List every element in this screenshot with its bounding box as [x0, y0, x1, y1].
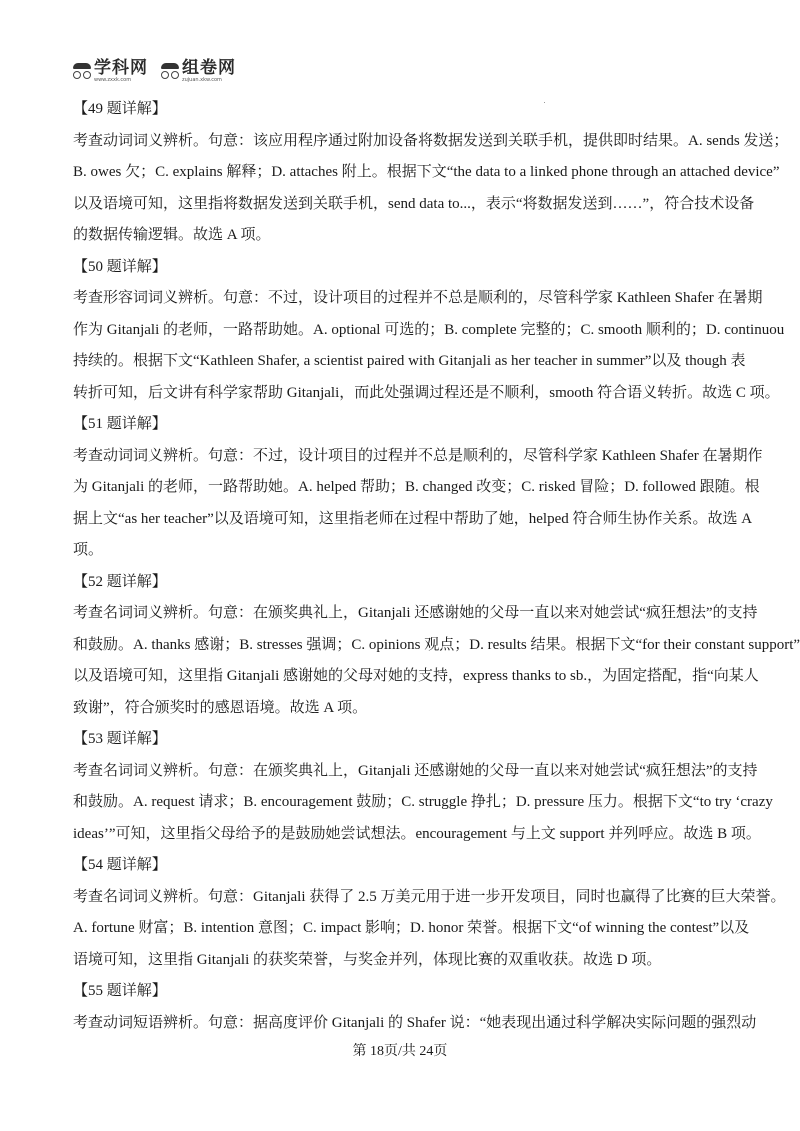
explanation-section — [73, 252, 785, 410]
paragraph-line: 考查名词词义辨析。句意：Gitanjali 获得了 2.5 万美元用于进一步开发项目，同时也赢得了比赛的巨大荣誉。 — [73, 888, 786, 905]
section-heading: 【55 题详解】 — [73, 983, 167, 999]
paragraph-line: 以及语境可知，这里指 Gitanjali 感谢她的父母对她的支持，express thanks to sb.，为固定搭配，指“向某人 — [73, 668, 759, 684]
paragraph-line: 考查名词词义辨析。句意：在颁奖典礼上，Gitanjali 还感谢她的父母一直以来对她尝试“疯狂想法”的支持 — [73, 605, 758, 621]
paragraph-line: 持续的。根据下文“Kathleen Shafer, a scientist paired with Gitanjali as her teacher in summer”以及 though 表 — [73, 353, 746, 369]
section-heading: 【50 题详解】 — [73, 258, 167, 275]
logo-zxxk — [72, 60, 148, 83]
logo-url: www.zxxk.com — [94, 77, 132, 83]
section-heading: 【53 题详解】 — [73, 731, 167, 747]
paragraph-line: 的数据传输逻辑。故选 A 项。 — [73, 227, 271, 243]
logo-name: 组卷网 — [182, 58, 236, 78]
explanation-section — [73, 976, 757, 1039]
paragraph-line: 以及语境可知，这里指将数据发送到关联手机，send data to...，表示“将数据发送到……”，符合技术设备 — [73, 195, 755, 212]
paragraph-line: B. owes 欠；C. explains 解释；D. attaches 附上。根据下文“the data to a linked phone through an attached device” — [73, 164, 780, 180]
owl-logo-icon — [72, 62, 92, 82]
paragraph-line: 项。 — [73, 542, 104, 558]
explanation-section — [73, 567, 800, 725]
header-logos — [72, 60, 236, 83]
paragraph-line: 据上文“as her teacher”以及语境可知，这里指老师在过程中帮助了她，helped 符合师生协作关系。故选 A — [73, 510, 753, 527]
explanation-section — [73, 850, 786, 976]
section-heading: 【51 题详解】 — [73, 416, 167, 432]
paragraph-line: 考查动词短语辨析。句意：据高度评价 Gitanjali 的 Shafer 说：“她表现出通过科学解决实际问题的强烈动 — [73, 1014, 757, 1031]
paragraph-line: A. fortune 财富；B. intention 意图；C. impact 影响；D. honor 荣誉。根据下文“of winning the contest”以及 — [73, 920, 750, 936]
section-heading: 【54 题详解】 — [73, 857, 167, 873]
logo-zujuan — [160, 60, 236, 83]
paragraph-line: 和鼓励。A. thanks 感谢；B. stresses 强调；C. opinions 观点；D. results 结果。根据下文“for their constant support” — [73, 636, 800, 653]
section-heading: 【49 题详解】 — [73, 101, 167, 117]
explanation-section — [73, 94, 789, 252]
logo-url: zujuan.xkw.com — [182, 77, 222, 83]
explanation-section — [73, 724, 773, 850]
paragraph-line: ideas’”可知，这里指父母给予的是鼓励她尝试想法。encouragement 与上文 support 并列呼应。故选 B 项。 — [73, 825, 761, 842]
document-body — [73, 94, 800, 1039]
paragraph-line: 考查动词词义辨析。句意：该应用程序通过附加设备将数据发送到关联手机，提供即时结果。A. sends 发送； — [73, 132, 789, 149]
owl-logo-icon — [160, 62, 180, 82]
paragraph-line: 语境可知，这里指 Gitanjali 的获奖荣誉，与奖金并列，体现比赛的双重收获。故选 D 项。 — [73, 951, 662, 968]
paragraph-line: 作为 Gitanjali 的老师，一路帮助她。A. optional 可选的；B. complete 完整的；C. smooth 顺利的；D. continuou — [73, 321, 785, 338]
paragraph-line: 考查动词词义辨析。句意：不过，设计项目的过程并不总是顺利的，尽管科学家 Kathleen Shafer 在暑期作 — [73, 447, 763, 464]
paragraph-line: 转折可知，后文讲有科学家帮助 Gitanjali，而此处强调过程还是不顺利，smooth 符合语义转折。故选 C 项。 — [73, 384, 780, 401]
page-number: 第 18页/共 24页 — [352, 1044, 448, 1059]
paragraph-line: 为 Gitanjali 的老师，一路帮助她。A. helped 帮助；B. changed 改变；C. risked 冒险；D. followed 跟随。根 — [73, 479, 760, 495]
section-heading: 【52 题详解】 — [73, 573, 167, 590]
paragraph-line: 考查形容词词义辨析。句意：不过，设计项目的过程并不总是顺利的，尽管科学家 Kathleen Shafer 在暑期 — [73, 290, 763, 306]
paragraph-line: 和鼓励。A. request 请求；B. encouragement 鼓励；C. struggle 挣扎；D. pressure 压力。根据下文“to try ‘crazy — [73, 794, 773, 810]
logo-name: 学科网 — [94, 58, 148, 78]
explanation-section — [73, 409, 763, 567]
paragraph-line: 致谢”，符合颁奖时的感恩语境。故选 A 项。 — [73, 699, 368, 716]
paragraph-line: 考查名词词义辨析。句意：在颁奖典礼上，Gitanjali 还感谢她的父母一直以来对她尝试“疯狂想法”的支持 — [73, 762, 758, 779]
